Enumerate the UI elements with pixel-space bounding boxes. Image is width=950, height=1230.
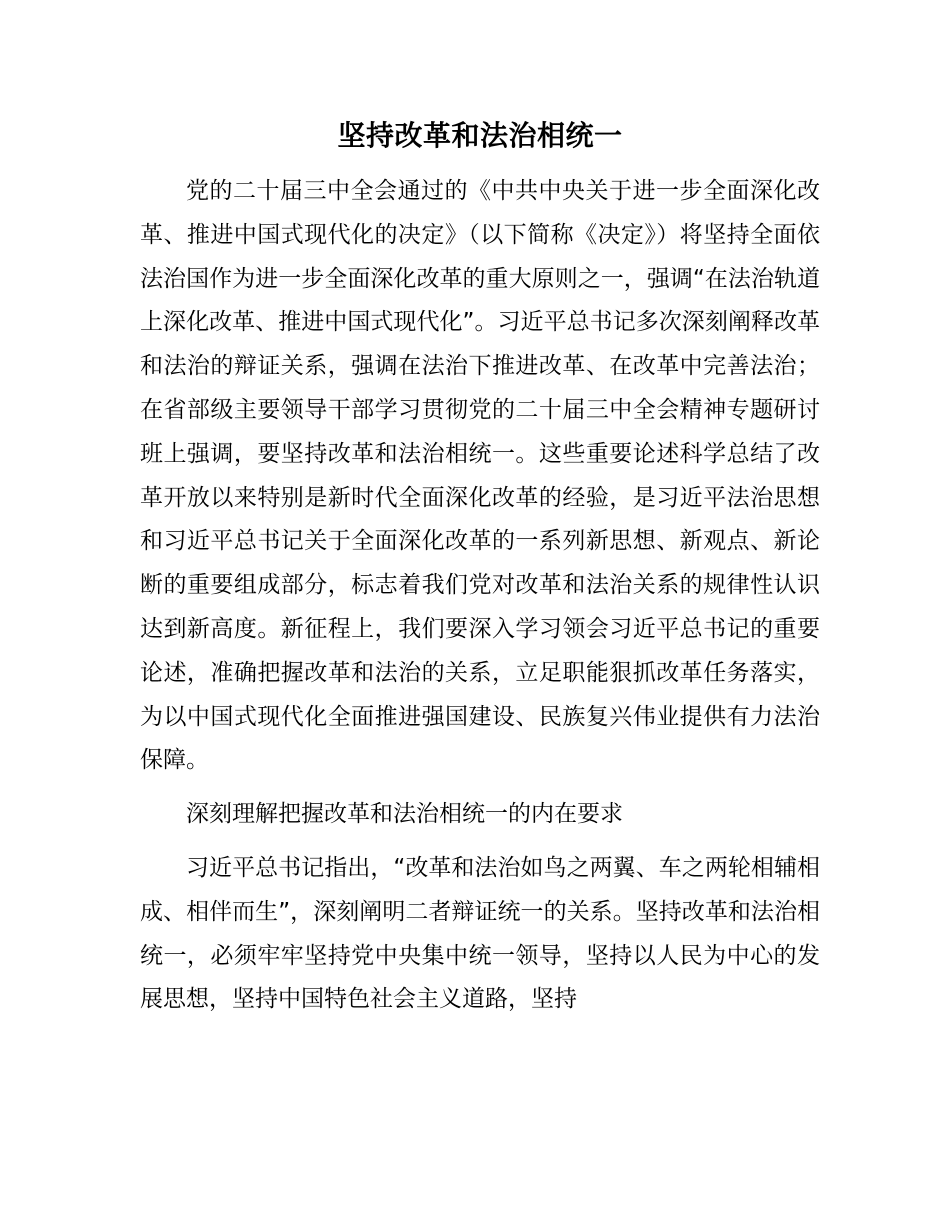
section-paragraph: 习近平总书记指出，“改革和法治如鸟之两翼、车之两轮相辅相成、相伴而生”，深刻阐明二者辩证统一的关系。坚持改革和法治相统一，必须牢牢坚持党中央集中统一领导，坚持以人民为中心的发展思想，坚持中国特色社会主义道路，坚持 (140, 854, 820, 1013)
body-paragraph: 党的二十届三中全会通过的《中共中央关于进一步全面深化改革、推进中国式现代化的决定》（以下简称《决定》）将坚持全面依法治国作为进一步全面深化改革的重大原则之一，强调“在法治轨道上深化改革、推进中国式现代化”。习近平总书记多次深刻阐释改革和法治的辩证关系，强调在法治下推进改革、在改革中完善法治；在省部级主要领导干部学习贯彻党的二十届三中全会精神专题研讨班上强调，要坚持改革和法治相统一。这些重要论述科学总结了改革开放以来特别是新时代全面深化改革的经验，是习近平法治思想和习近平总书记关于全面深化改革的一系列新思想、新观点、新论断的重要组成部分，标志着我们党对改革和法治关系的规律性认识达到新高度。新征程上，我们要深入学习领会习近平总书记的重要论述，准确把握改革和法治的关系，立足职能狠抓改革任务落实，为以中国式现代化全面推进强国建设、民族复兴伟业提供有力法治保障。 (140, 178, 820, 774)
document-title: 坚持改革和法治相统一 (337, 119, 623, 152)
document-page (140, 112, 820, 1032)
section-heading: 深刻理解把握改革和法治相统一的内在要求 (186, 801, 623, 828)
